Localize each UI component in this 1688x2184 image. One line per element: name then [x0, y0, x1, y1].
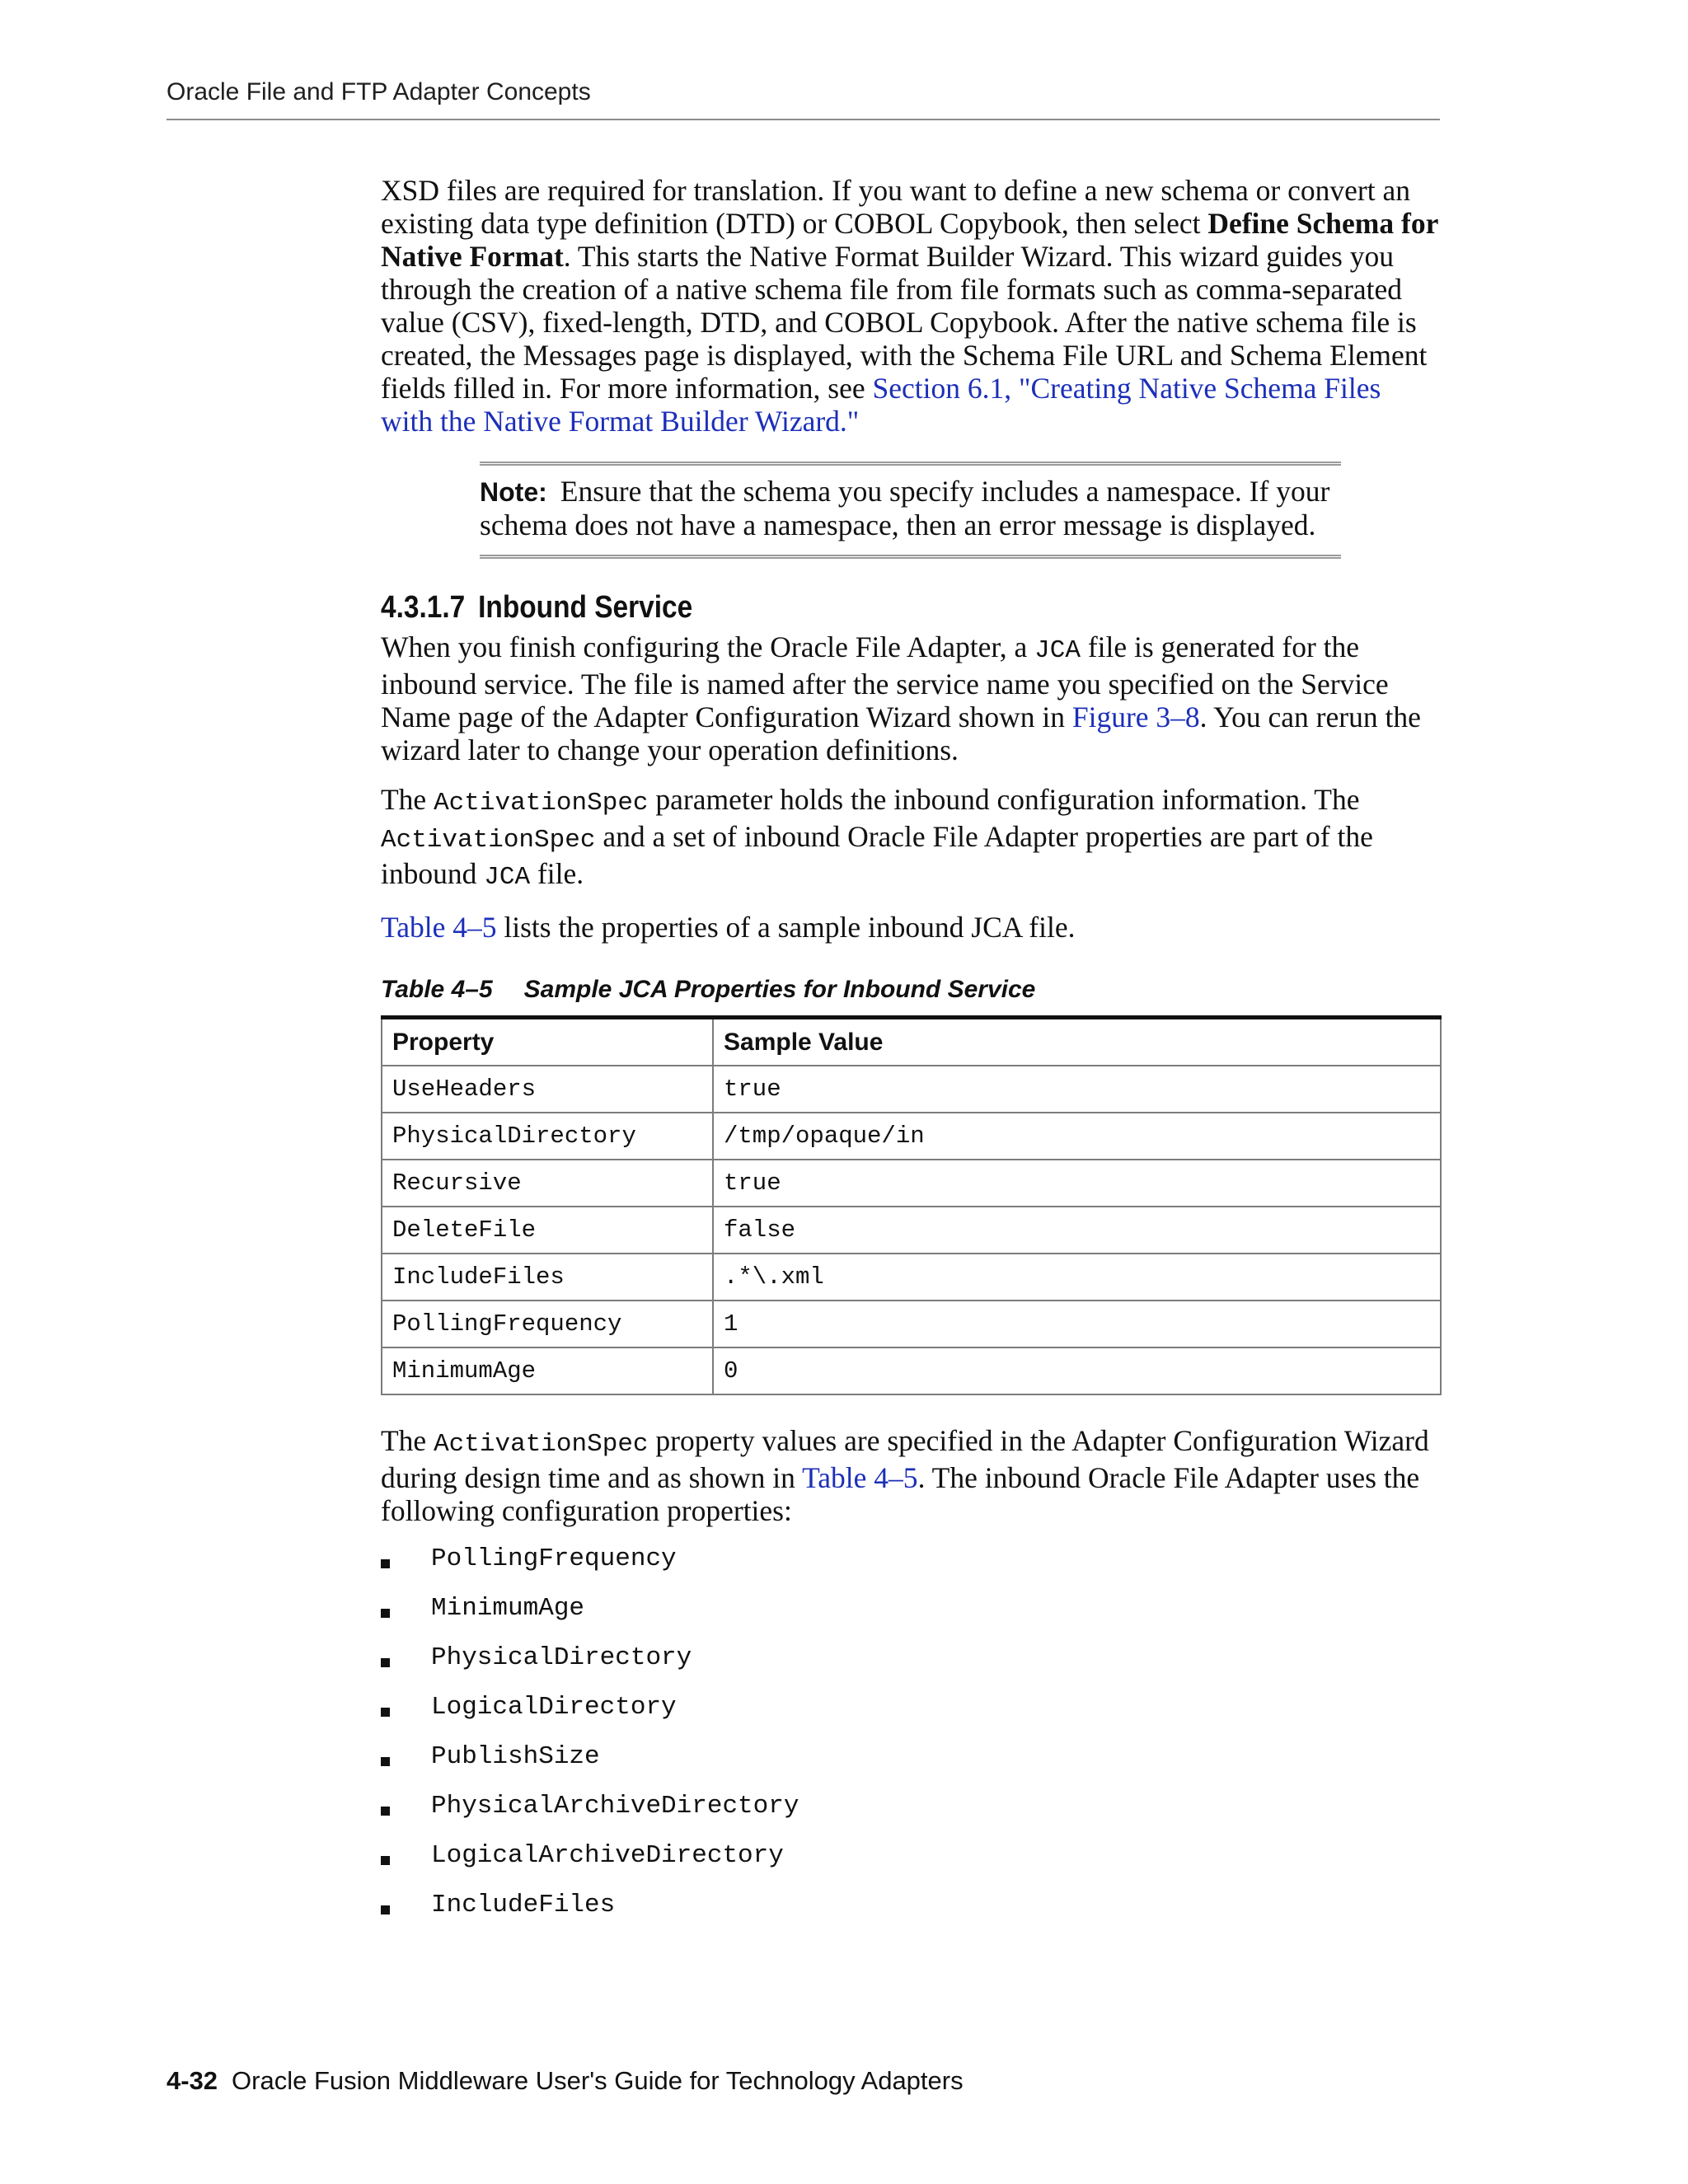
table-row	[382, 1207, 1441, 1254]
namespace-note	[480, 462, 1341, 559]
figure-3-8-link[interactable]: Figure 3–8	[1071, 701, 1200, 733]
property-cell: PhysicalDirectory	[382, 1113, 713, 1160]
table-row	[382, 1301, 1441, 1347]
property-cell: MinimumAge	[382, 1347, 713, 1394]
activation-paragraph-start: The	[381, 783, 434, 816]
table-reference-text: lists the properties of a sample inbound JCA file.	[496, 911, 1076, 944]
square-bullet-icon	[381, 1708, 390, 1717]
book-title: Oracle Fusion Middleware User's Guide for Technology Adapters	[232, 2066, 964, 2095]
configuration-property: IncludeFiles	[431, 1891, 616, 1919]
configuration-property: PhysicalArchiveDirectory	[431, 1792, 799, 1821]
jca-file-paragraph	[381, 630, 1440, 766]
sample-value-cell: false	[713, 1207, 1441, 1254]
square-bullet-icon	[381, 1807, 390, 1816]
activation-paragraph-end: file.	[530, 857, 584, 890]
intro-text-start: XSD files are required for translation. If you want to define a new schema or convert an existing data type definition (DTD) or COBOL Copybook, then select	[381, 174, 1410, 240]
list-item	[381, 1642, 1440, 1691]
property-cell: IncludeFiles	[382, 1254, 713, 1301]
document-content	[381, 174, 1440, 1938]
sample-value-cell: /tmp/opaque/in	[713, 1113, 1441, 1160]
list-item	[381, 1691, 1440, 1741]
configuration-property: LogicalDirectory	[431, 1693, 677, 1722]
jca-paragraph-end: . You can rerun the wizard later to change your operation definitions.	[381, 701, 1421, 766]
list-item	[381, 1741, 1440, 1790]
table-header-row	[382, 1018, 1441, 1066]
configuration-properties-list	[381, 1543, 1440, 1938]
activation-paragraph-after-code: and a set of inbound Oracle File Adapter properties are part of the inbound	[381, 820, 1373, 890]
note-text: Ensure that the schema you specify includes a namespace. If your schema does not have a namespace, then an error message is displayed.	[480, 475, 1330, 541]
native-schema-section-link[interactable]: Section 6.1, "Creating Native Schema Files with the Native Format Builder Wizard."	[381, 372, 1381, 438]
table-reference-paragraph	[381, 911, 1440, 944]
sample-value-cell: true	[713, 1160, 1441, 1207]
list-item	[381, 1592, 1440, 1642]
square-bullet-icon	[381, 1757, 390, 1766]
sample-value-cell: 1	[713, 1301, 1441, 1347]
property-cell: DeleteFile	[382, 1207, 713, 1254]
square-bullet-icon	[381, 1559, 390, 1568]
configuration-intro-middle: property values are specified in the Adapter Configuration Wizard during design time and as shown in	[381, 1424, 1429, 1494]
activation-spec-code-second: ActivationSpec	[381, 826, 596, 855]
section-number: 4.3.1.7	[381, 590, 466, 625]
define-schema-option: Define Schema for Native Format	[381, 207, 1438, 273]
table-caption	[381, 975, 1440, 1005]
configuration-property: PublishSize	[431, 1742, 600, 1771]
sample-jca-properties-table	[381, 1015, 1442, 1395]
intro-text-middle: . This starts the Native Format Builder Wizard. This wizard guides you through the creation of a native schema file from file formats such as comma-separated value (CSV), fixed-length, DTD, and COBOL Copybook. After the native schema file is created, the Messages page is displayed, with the Schema File URL and Schema Element fields filled in. For more information, see	[381, 240, 1428, 405]
running-header: Oracle File and FTP Adapter Concepts	[166, 73, 1440, 120]
property-cell: UseHeaders	[382, 1066, 713, 1113]
jca-paragraph-start: When you finish configuring the Oracle File Adapter, a	[381, 630, 1035, 663]
table-row	[382, 1254, 1441, 1301]
note-label: Note:	[480, 477, 547, 507]
page-footer	[166, 2064, 1320, 2098]
configuration-intro-start: The	[381, 1424, 434, 1457]
square-bullet-icon	[381, 1658, 390, 1667]
square-bullet-icon	[381, 1905, 390, 1915]
inbound-service-heading	[381, 588, 1313, 626]
inbound-jca-code: JCA	[484, 863, 531, 892]
configuration-property: MinimumAge	[431, 1594, 585, 1623]
property-cell: PollingFrequency	[382, 1301, 713, 1347]
jca-code: JCA	[1034, 636, 1081, 665]
property-column-header: Property	[382, 1018, 713, 1066]
table-caption-title: Sample JCA Properties for Inbound Service	[523, 976, 1036, 1003]
list-item	[381, 1840, 1440, 1889]
table-caption-number: Table 4–5	[381, 976, 493, 1003]
table-4-5-inline-link[interactable]: Table 4–5	[802, 1461, 918, 1494]
sample-value-cell: true	[713, 1066, 1441, 1113]
sample-value-cell: 0	[713, 1347, 1441, 1394]
page-number: 4-32	[166, 2066, 218, 2095]
configuration-property: PollingFrequency	[431, 1544, 677, 1573]
property-cell: Recursive	[382, 1160, 713, 1207]
square-bullet-icon	[381, 1856, 390, 1865]
activation-spec-property-code: ActivationSpec	[434, 1430, 649, 1459]
table-row	[382, 1066, 1441, 1113]
configuration-intro-end: . The inbound Oracle File Adapter uses the following configuration properties:	[381, 1461, 1420, 1527]
configuration-property: PhysicalDirectory	[431, 1643, 692, 1672]
activation-spec-code: ActivationSpec	[434, 789, 649, 818]
list-item	[381, 1790, 1440, 1840]
list-item	[381, 1889, 1440, 1938]
intro-paragraph	[381, 174, 1440, 438]
list-item	[381, 1543, 1440, 1592]
sample-value-cell: .*\.xml	[713, 1254, 1441, 1301]
section-title: Inbound Service	[478, 590, 693, 625]
table-row	[382, 1113, 1441, 1160]
table-row	[382, 1160, 1441, 1207]
sample-value-column-header: Sample Value	[713, 1018, 1441, 1066]
configuration-properties-intro	[381, 1424, 1440, 1527]
jca-paragraph-middle: file is generated for the inbound service. The file is named after the service name you specified on the Service Name page of the Adapter Configuration Wizard shown in	[381, 630, 1389, 733]
activation-paragraph-middle: parameter holds the inbound configuration information. The	[648, 783, 1360, 816]
activation-spec-paragraph	[381, 783, 1440, 894]
square-bullet-icon	[381, 1609, 390, 1618]
configuration-property: LogicalArchiveDirectory	[431, 1841, 784, 1870]
table-4-5-link[interactable]: Table 4–5	[381, 911, 497, 944]
table-row	[382, 1347, 1441, 1394]
